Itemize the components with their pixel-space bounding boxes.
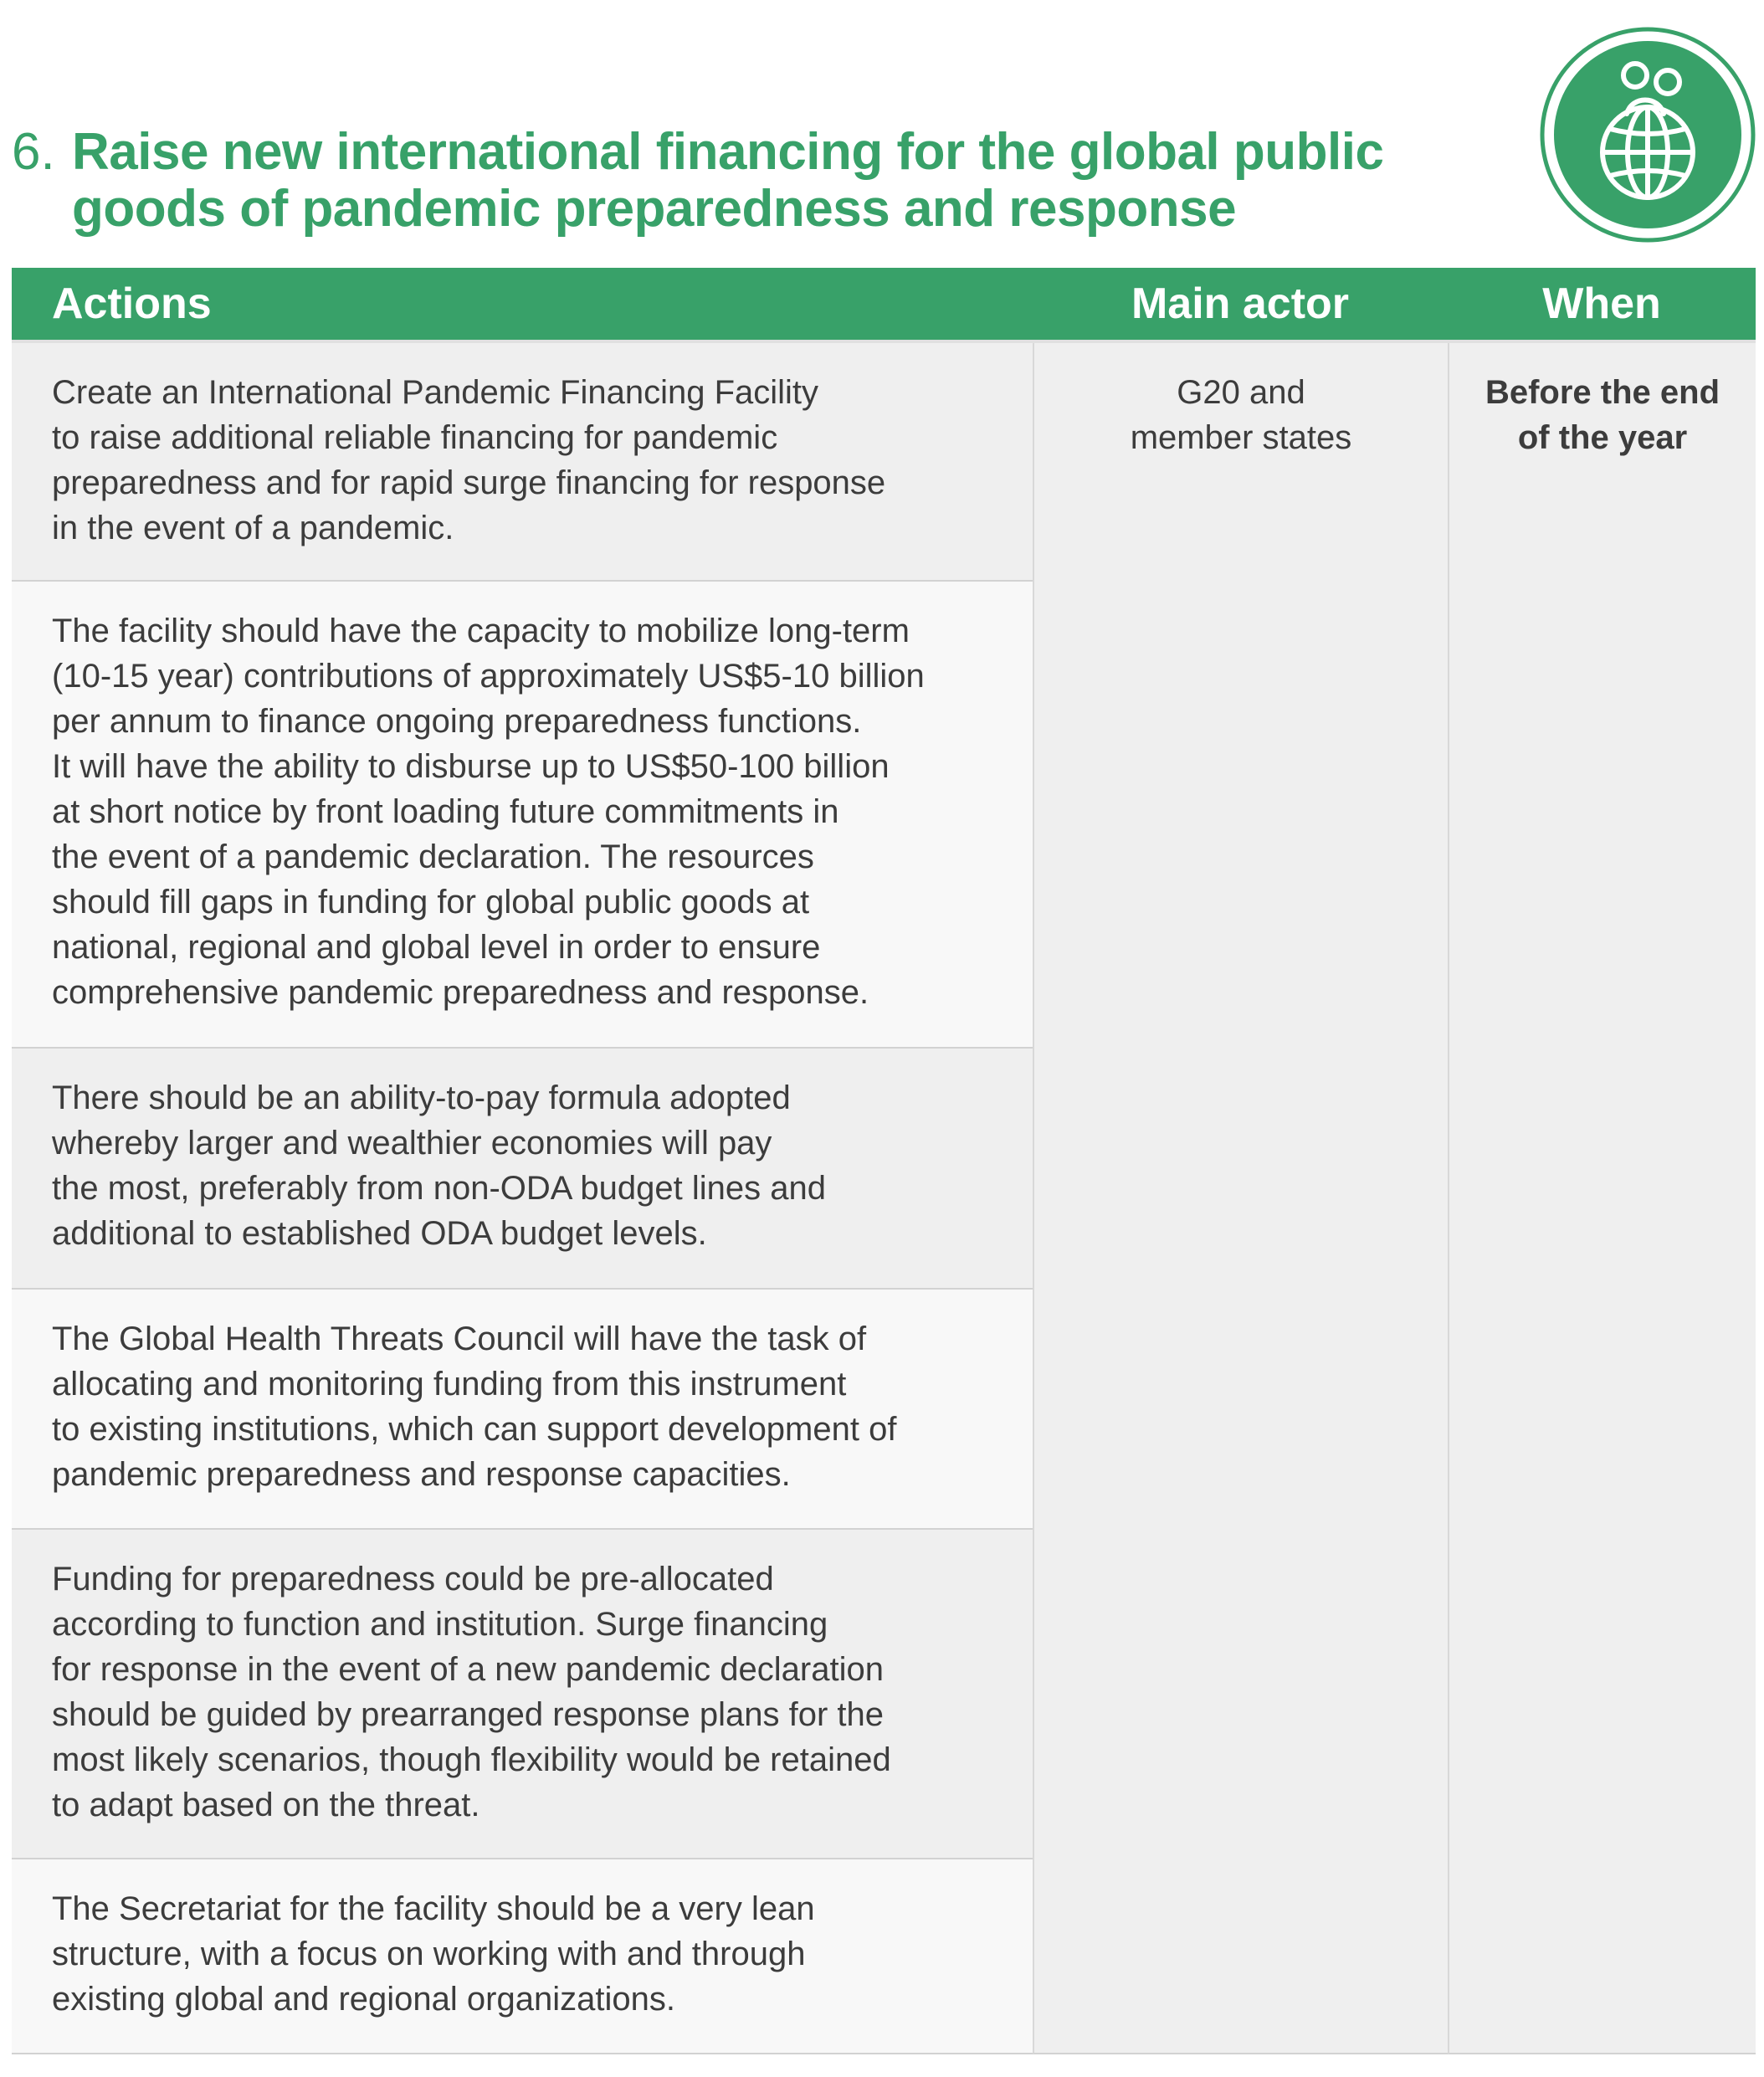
action-cell-4: The Global Health Threats Council will have the task of allocating and monitoring funding from this instrument to existing institutions, which can support development of pandemic preparedness and response capacities. [12, 1290, 1033, 1530]
main-actor-cell: G20 and member states [1033, 343, 1448, 2054]
action-cell-6: The Secretariat for the facility should be a very lean structure, with a focus on working with and through existing global and regional organizations. [12, 1859, 1033, 2054]
column-header-actions: Actions [12, 268, 1033, 343]
section-number: 6. [12, 123, 55, 181]
actions-table [12, 268, 1756, 2059]
action-cell-1: Create an International Pandemic Financing Facility to raise additional reliable financing for pandemic preparedness and for rapid surge financing for response in the event of a pandemic. [12, 343, 1033, 582]
globe-with-people-icon [1540, 27, 1756, 243]
column-header-main-actor: Main actor [1033, 268, 1448, 343]
action-cell-2: The facility should have the capacity to mobilize long-term (10-15 year) contributions of approximately US$5-10 billion per annum to finance ongoing preparedness functions. It will have the ability to disburse up to US$50-100 billion at short notice by front loading future commitments in the event of a pandemic declaration. The resources should fill gaps in funding for global public goods at national, regional and global level in order to ensure comprehensive pandemic preparedness and response. [12, 582, 1033, 1049]
section-title: Raise new international financing for the global public goods of pandemic preparedness and response [72, 123, 1384, 238]
when-cell: Before the end of the year [1448, 343, 1756, 2054]
section-heading [12, 124, 1485, 238]
action-cell-5: Funding for preparedness could be pre-allocated according to function and institution. Surge financing for response in the event of a new pandemic declaration should be guided by prearranged response plans for the most likely scenarios, though flexibility would be retained to adapt based on the threat. [12, 1530, 1033, 1859]
column-header-when: When [1448, 268, 1756, 343]
action-cell-3: There should be an ability-to-pay formula adopted whereby larger and wealthier economies will pay the most, preferably from non-ODA budget lines and additional to established ODA budget levels. [12, 1049, 1033, 1290]
